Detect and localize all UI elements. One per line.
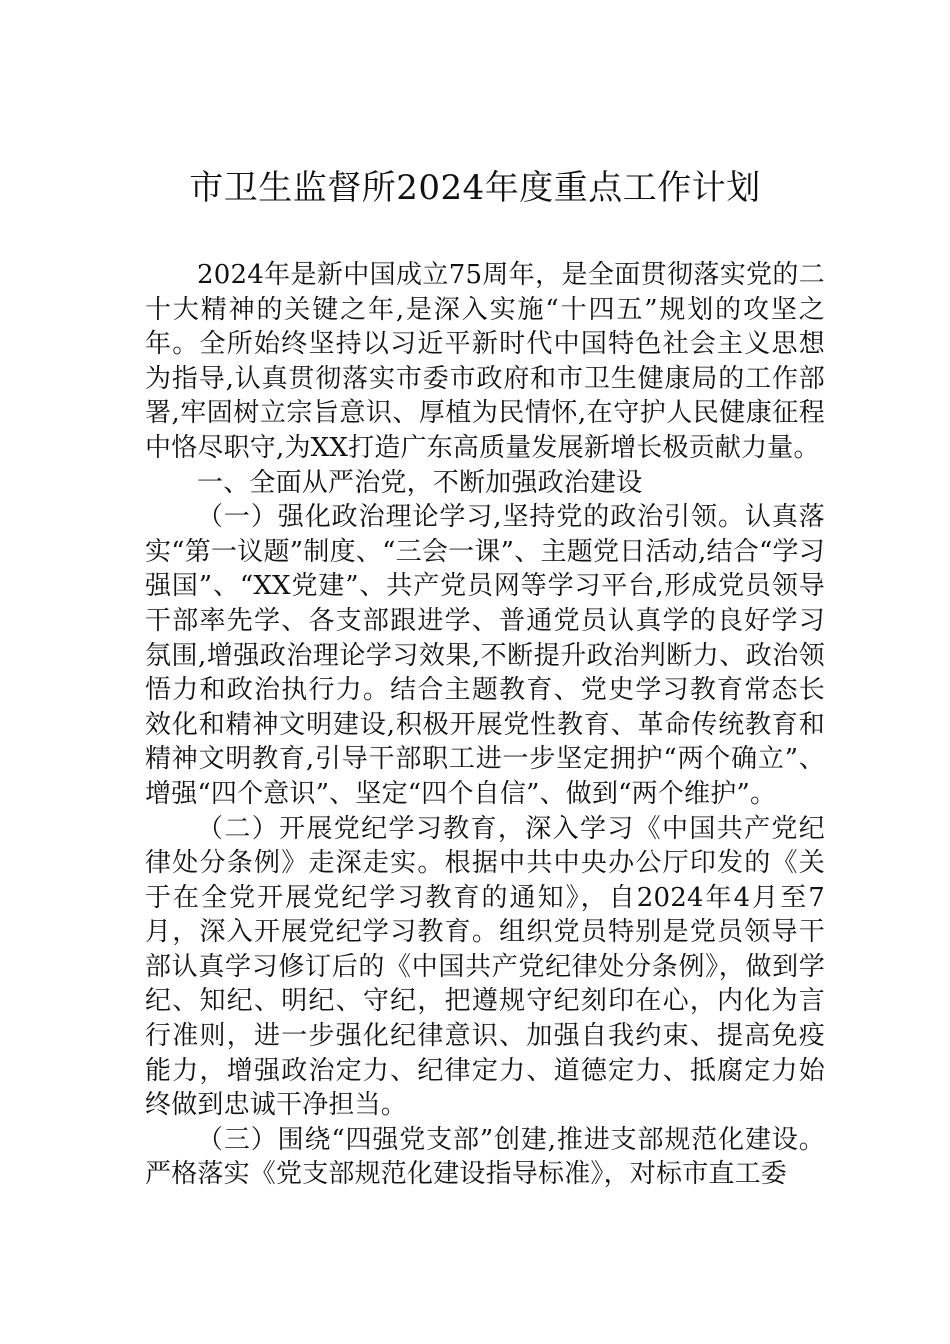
intro-paragraph: 2024年是新中国成立75周年，是全面贯彻落实党的二十大精神的关键之年,是深入实施“十四五”规划的攻坚之年。全所始终坚持以习近平新时代中国特色社会主义思想为指导,认真贯彻落实市委市政府和市卫生健康局的工作部署,牢固树立宗旨意识、厚植为民情怀,在守护人民健康征程中恪尽职守,为XX打造广东高质量发展新增长极贡献力量。 [145,260,825,463]
section-heading-1: 一、全面从严治党，不断加强政治建设 [197,467,643,498]
document-title: 市卫生监督所2024年度重点工作计划 [189,168,761,208]
subsection-paragraph-1: （一）强化政治理论学习,坚持党的政治引领。认真落实“第一议题”制度、“三会一课”、主题党日活动,结合“学习强国”、“XX党建”、共产党员网等学习平台,形成党员领导干部率先学、各支部跟进学、普通党员认真学的良好学习氛围,增强政治理论学习效果,不断提升政治判断力、政治领悟力和政治执行力。结合主题教育、党史学习教育常态长效化和精神文明建设,积极开展党性教育、革命传统教育和精神文明教育,引导干部职工进一步坚定拥护“两个确立”、增强“四个意识”、坚定“四个自信”、做到“两个维护”。 [145,502,825,809]
document-body [145,258,825,1192]
subsection-paragraph-2: （二）开展党纪学习教育，深入学习《中国共产党纪律处分条例》走深走实。根据中共中央办公厅印发的《关于在全党开展党纪学习教育的通知》，自2024年4月至7月，深入开展党纪学习教育。组织党员特别是党员领导干部认真学习修订后的《中国共产党纪律处分条例》，做到学纪、知纪、明纪、守纪，把遵规守纪刻印在心，内化为言行准则，进一步强化纪律意识、加强自我约束、提高免疫能力，增强政治定力、纪律定力、道德定力、抵腐定力始终做到忠诚干净担当。 [145,813,825,1121]
subsection-paragraph-3: （三）围绕“四强党支部”创建,推进支部规范化建设。严格落实《党支部规范化建设指导标准》，对标市直工委 [145,1124,825,1190]
